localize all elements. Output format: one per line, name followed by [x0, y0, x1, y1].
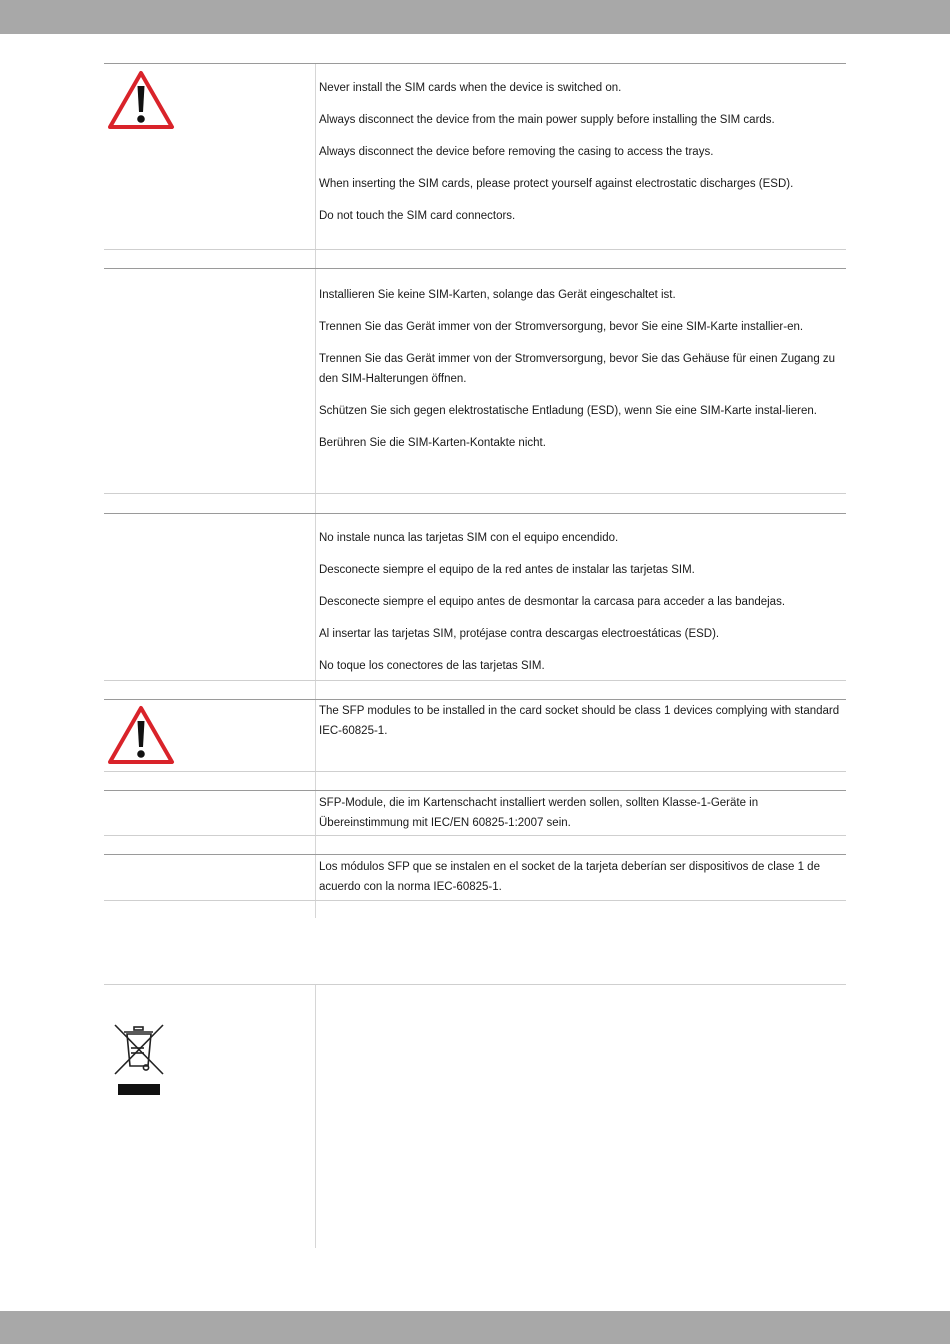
- paragraph: Always disconnect the device from the main power supply before installing the SIM cards.: [319, 114, 775, 126]
- paragraph: Trennen Sie das Gerät immer von der Stromversorgung, bevor Sie eine SIM-Karte installier-en.: [319, 321, 804, 333]
- paragraph: No instale nunca las tarjetas SIM con el equipo encendido.: [319, 532, 619, 544]
- table-rule: [104, 854, 846, 855]
- paragraph: Desconecte siempre el equipo antes de desmontar la carcasa para acceder a las bandejas.: [319, 596, 786, 608]
- paragraph: When inserting the SIM cards, please protect yourself against electrostatic discharges (ESD).: [319, 178, 794, 190]
- sfp-safety-de: [319, 794, 845, 833]
- table-rule: [104, 63, 846, 64]
- paragraph: Always disconnect the device before removing the casing to access the trays.: [319, 146, 714, 158]
- paragraph: Do not touch the SIM card connectors.: [319, 210, 516, 222]
- table-rule: [104, 835, 846, 836]
- table-rule: [104, 771, 846, 772]
- sim-safety-en: [319, 79, 845, 227]
- paragraph: Los módulos SFP que se instalen en el socket de la tarjeta deberían ser dispositivos de clase 1 de acuerdo con la norma IEC-60825-1.: [319, 861, 820, 893]
- page-header-bar: [0, 0, 950, 34]
- table-rule: [104, 984, 846, 985]
- table-rule: [104, 790, 846, 791]
- table-rule: [104, 513, 846, 514]
- sim-safety-de: [319, 286, 845, 453]
- sfp-safety-es: [319, 858, 845, 897]
- paragraph: Desconecte siempre el equipo de la red antes de instalar las tarjetas SIM.: [319, 564, 695, 576]
- paragraph: Never install the SIM cards when the device is switched on.: [319, 82, 622, 94]
- paragraph: SFP-Module, die im Kartenschacht installiert werden sollen, sollten Klasse-1-Geräte in Übereinstimmung mit IEC/EN 60825-1:2007 sein.: [319, 797, 759, 829]
- table-rule: [104, 680, 846, 681]
- paragraph: Al insertar las tarjetas SIM, protéjase contra descargas electroestáticas (ESD).: [319, 628, 720, 640]
- paragraph: Trennen Sie das Gerät immer von der Stromversorgung, bevor Sie das Gehäuse für einen Zugang zu den SIM-Halterungen öffnen.: [319, 353, 836, 385]
- warning-triangle-icon: [107, 69, 175, 130]
- paragraph: Schützen Sie sich gegen elektrostatische Entladung (ESD), wenn Sie eine SIM-Karte instal-lieren.: [319, 404, 817, 417]
- sfp-safety-en: [319, 702, 845, 741]
- warning-triangle-icon: [107, 704, 175, 765]
- paragraph: Installieren Sie keine SIM-Karten, solange das Gerät eingeschaltet ist.: [319, 289, 676, 301]
- paragraph: Berühren Sie die SIM-Karten-Kontakte nicht.: [319, 436, 546, 449]
- table-rule: [104, 268, 846, 269]
- crossed-out-wheelie-bin-icon: [112, 1022, 166, 1098]
- table-rule: [104, 493, 846, 494]
- table-rule: [104, 249, 846, 250]
- paragraph: No toque los conectores de las tarjetas SIM.: [319, 660, 545, 672]
- paragraph: The SFP modules to be installed in the card socket should be class 1 devices complying with standard IEC-60825-1.: [319, 705, 840, 737]
- table-rule: [104, 900, 846, 901]
- column-divider: [315, 984, 316, 1248]
- sim-safety-es: [319, 529, 845, 677]
- page-footer-bar: [0, 1311, 950, 1344]
- table-rule: [104, 699, 846, 700]
